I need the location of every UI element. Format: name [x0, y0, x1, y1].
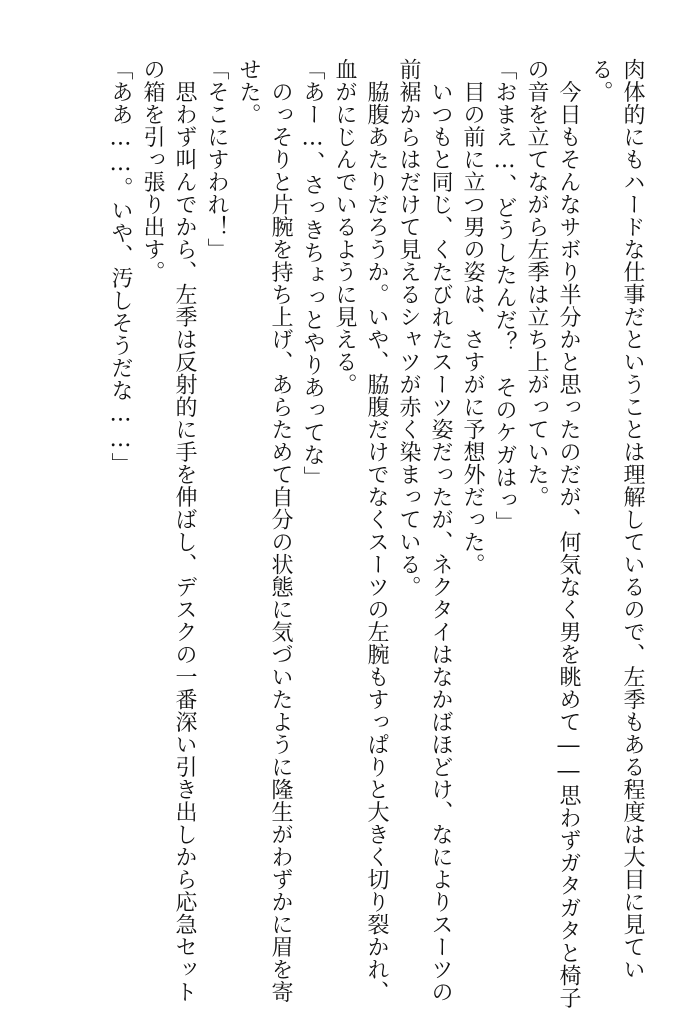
text-line: 「おまえ…、どうしたんだ？ そのケガはっ」 — [492, 58, 517, 534]
text-line: 「そこにすわれ！」 — [204, 58, 229, 261]
text-line: 「ああ……。いや、汚しそうだな……」 — [108, 58, 133, 475]
text-line: せた。 — [236, 58, 261, 126]
text-line: のっそりと片腕を持ち上げ、あらためて自分の状態に気づいたように隆生がわずかに眉を寄 — [268, 58, 293, 1003]
text-line: る。 — [588, 58, 613, 103]
text-line: の音を立てながら左季は立ち上がっていた。 — [524, 58, 549, 508]
text-line: 今日もそんなサボり半分かと思ったのだが、何気なく男を眺めて――思わずガタガタと椅子 — [556, 58, 581, 1009]
text-line: 脇腹あたりだろうか。いや、脇腹だけでなくスーツの左腕もすっぱりと大きく切り裂かれ、 — [364, 58, 389, 1003]
text-line: 血がにじんでいるように見える。 — [332, 58, 357, 396]
vertical-text-body — [104, 58, 648, 1009]
text-line: 思わず叫んでから、左季は反射的に手を伸ばし、デスクの一番深い引き出しから応急セット — [172, 58, 197, 1003]
text-line: の箱を引っ張り出す。 — [140, 58, 165, 283]
text-line: 前裾からはだけて見えるシャツが赤く染まっている。 — [396, 58, 421, 598]
text-line: 「あー…、さっきちょっとやりあってな」 — [300, 58, 325, 489]
text-line: 目の前に立つ男の姿は、さすがに予想外だった。 — [460, 58, 485, 576]
text-line: いつもと同じ、くたびれたスーツ姿だったが、ネクタイはなかばほどけ、なによりスーツの — [428, 58, 453, 1003]
text-line: 肉体的にもハードな仕事だということは理解しているので、左季もある程度は大目に見てい — [620, 58, 645, 981]
